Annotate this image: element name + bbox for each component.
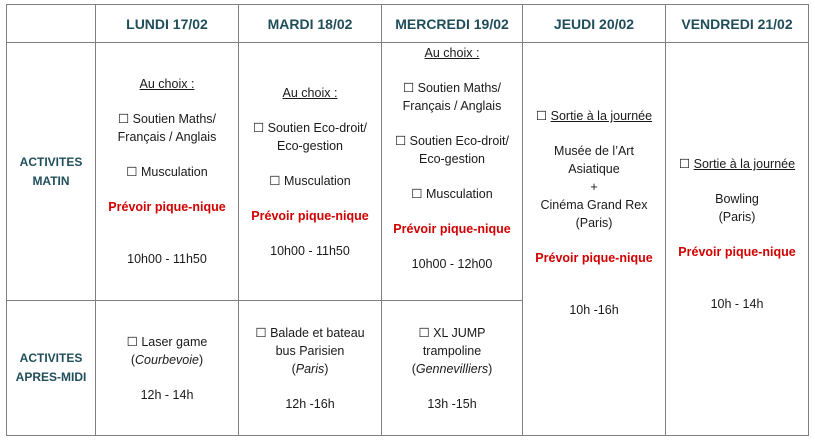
row-label-line: MATIN bbox=[32, 173, 70, 188]
checkbox-icon[interactable]: ☐ bbox=[535, 109, 548, 123]
option-soutien-maths[interactable]: ☐ Soutien Maths/ bbox=[402, 81, 502, 95]
cell-lundi-apres bbox=[96, 301, 239, 436]
activity-place: (Gennevilliers) bbox=[411, 361, 493, 376]
picnic-note: Prévoir pique-nique bbox=[108, 200, 226, 214]
choice-title: Au choix : bbox=[282, 85, 338, 100]
activity-place: (Paris) bbox=[291, 361, 329, 376]
outing-line: Musée de l’Art bbox=[554, 144, 634, 158]
picnic-note: Prévoir pique-nique bbox=[535, 251, 653, 265]
activity-balade[interactable]: ☐ Balade et bateau bbox=[255, 325, 365, 340]
time-range: 10h00 - 11h50 bbox=[270, 243, 350, 258]
cell-mercredi-matin bbox=[382, 43, 523, 301]
activity-xl-jump-line2: trampoline bbox=[422, 343, 482, 358]
row-label-matin bbox=[7, 43, 96, 301]
cell-vendredi-journee bbox=[666, 43, 809, 436]
row-label-line: ACTIVITES bbox=[19, 351, 83, 365]
checkbox-icon[interactable]: ☐ bbox=[678, 157, 691, 171]
activity-xl-jump[interactable]: ☐ XL JUMP bbox=[418, 325, 486, 340]
option-soutien-subjects: Français / Anglais bbox=[117, 130, 217, 144]
outing-line: + bbox=[590, 180, 598, 194]
place-name: Gennevilliers bbox=[415, 361, 489, 376]
time-range: 10h00 - 12h00 bbox=[411, 257, 493, 271]
time-range: 13h -15h bbox=[427, 396, 477, 411]
choice-title: Au choix : bbox=[424, 46, 480, 60]
option-musculation[interactable]: ☐ Musculation bbox=[269, 173, 351, 188]
option-soutien-maths-subjects: Français / Anglais bbox=[402, 99, 502, 113]
day-header-vendredi: VENDREDI 21/02 bbox=[666, 5, 809, 43]
option-musculation[interactable]: ☐ Musculation bbox=[411, 187, 493, 201]
header-row bbox=[7, 5, 809, 43]
outing-line: Bowling bbox=[715, 192, 759, 206]
outing-title-text: Sortie à la journée bbox=[550, 109, 653, 123]
outing-line: Cinéma Grand Rex bbox=[540, 198, 648, 212]
activity-schedule-table bbox=[6, 4, 809, 436]
cell-lundi-matin bbox=[96, 43, 239, 301]
option-soutien-eco-subjects: Eco-gestion bbox=[418, 152, 485, 166]
corner-cell bbox=[7, 5, 96, 43]
cell-mardi-apres bbox=[239, 301, 382, 436]
cell-jeudi-journee bbox=[523, 43, 666, 436]
choice-title: Au choix : bbox=[139, 77, 195, 91]
outing-title-text: Sortie à la journée bbox=[693, 157, 796, 171]
picnic-note: Prévoir pique-nique bbox=[251, 208, 369, 223]
row-label-line: ACTIVITES bbox=[19, 154, 83, 169]
option-musculation[interactable]: ☐ Musculation bbox=[126, 165, 208, 179]
cell-mardi-matin bbox=[239, 43, 382, 301]
option-soutien-eco[interactable]: ☐ Soutien Eco-droit/ bbox=[394, 134, 510, 148]
option-soutien[interactable]: ☐ Soutien Eco-droit/ bbox=[252, 120, 368, 135]
day-header-jeudi: JEUDI 20/02 bbox=[523, 5, 666, 43]
cell-mercredi-apres bbox=[382, 301, 523, 436]
outing-title[interactable] bbox=[670, 155, 804, 173]
activity-place: (Courbevoie) bbox=[130, 352, 204, 367]
place-name: Paris bbox=[295, 361, 325, 376]
outing-title[interactable] bbox=[527, 107, 661, 125]
time-range: 10h -16h bbox=[569, 303, 619, 317]
day-header-mercredi: MERCREDI 19/02 bbox=[382, 5, 523, 43]
time-range: 10h00 - 11h50 bbox=[127, 252, 207, 266]
outing-line: (Paris) bbox=[718, 210, 756, 224]
row-label-line: APRES-MIDI bbox=[15, 370, 87, 384]
time-range: 10h - 14h bbox=[710, 297, 764, 311]
picnic-note: Prévoir pique-nique bbox=[393, 222, 511, 236]
place-name: Courbevoie bbox=[135, 352, 199, 367]
day-header-lundi: LUNDI 17/02 bbox=[96, 5, 239, 43]
activity-laser-game[interactable]: ☐ Laser game bbox=[126, 334, 208, 349]
row-label-apres-midi bbox=[7, 301, 96, 436]
picnic-note: Prévoir pique-nique bbox=[678, 245, 796, 259]
outing-line: Asiatique bbox=[568, 162, 620, 176]
time-range: 12h - 14h bbox=[140, 387, 194, 402]
time-range: 12h -16h bbox=[285, 396, 335, 411]
option-soutien[interactable]: ☐ Soutien Maths/ bbox=[117, 112, 217, 126]
option-soutien-subjects: Eco-gestion bbox=[276, 138, 343, 153]
activity-balade-line2: bus Parisien bbox=[275, 343, 345, 358]
day-header-mardi: MARDI 18/02 bbox=[239, 5, 382, 43]
outing-line: (Paris) bbox=[575, 216, 613, 230]
row-matin bbox=[7, 43, 809, 301]
